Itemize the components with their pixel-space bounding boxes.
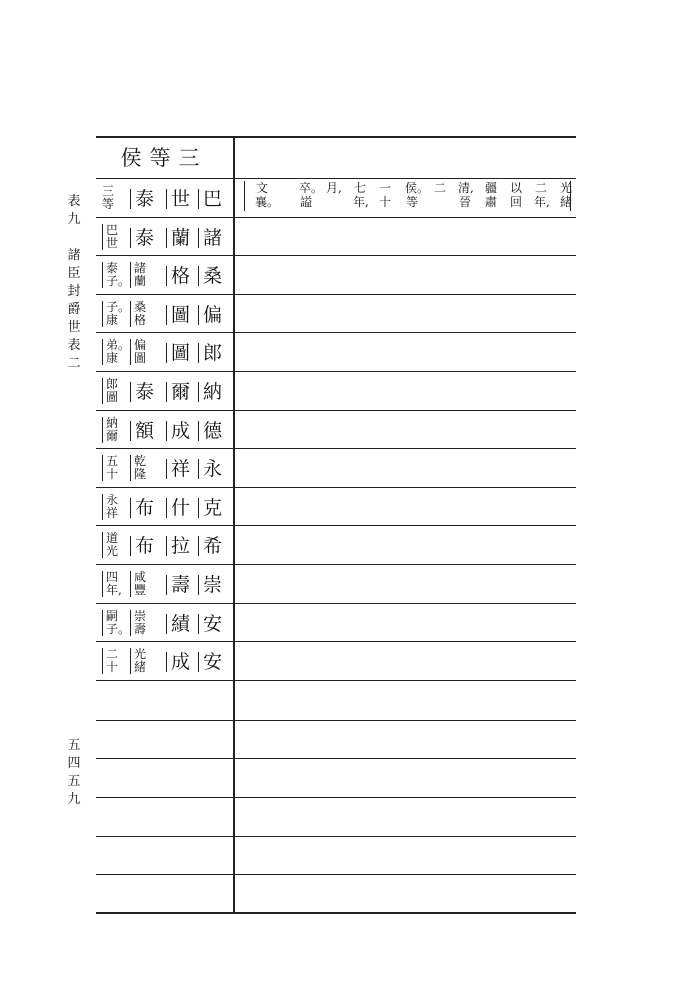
row-name-char: 爾 xyxy=(166,382,190,402)
blank-row-rule xyxy=(96,797,576,798)
side-title-char: 二 xyxy=(67,356,81,371)
row-reign-char: 壽 xyxy=(134,622,147,636)
row-reign-char: 咸 xyxy=(134,570,147,584)
note-column xyxy=(326,181,340,195)
row-name-char: 額 xyxy=(130,421,154,441)
row-rule xyxy=(96,217,576,218)
side-title-char: 封 xyxy=(67,284,81,299)
row-name-char: 希 xyxy=(198,536,222,556)
note-char: 晉 xyxy=(458,195,471,209)
row-reign-char: 格 xyxy=(134,313,147,327)
biography-note xyxy=(247,181,577,215)
row-reign-char: 諸 xyxy=(134,261,147,275)
note-char: 清, xyxy=(458,181,474,195)
table-row xyxy=(96,606,232,645)
row-name-char: 安 xyxy=(198,652,222,672)
row-note-char: 子。 xyxy=(106,300,131,314)
row-name-char: 泰 xyxy=(130,189,154,209)
note-column xyxy=(534,181,548,209)
side-title-char: 表 xyxy=(67,338,81,353)
row-note xyxy=(102,185,130,211)
row-rule xyxy=(96,641,576,642)
row-rule xyxy=(96,410,576,411)
side-title-char: 表 xyxy=(67,194,81,209)
row-name-char: 安 xyxy=(198,614,222,634)
row-reign-char: 光 xyxy=(134,647,147,661)
note-char: 年, xyxy=(534,195,550,209)
side-title-char: 九 xyxy=(67,212,81,227)
row-name-char: 布 xyxy=(130,536,154,556)
row-name-char: 崇 xyxy=(198,575,222,595)
row-rule xyxy=(96,255,576,256)
row-rule xyxy=(96,564,576,565)
note-char: 年, xyxy=(353,195,369,209)
table-row xyxy=(96,220,232,259)
row-reign-char: 偏 xyxy=(134,338,147,352)
row-note-char: 爾 xyxy=(106,429,119,443)
row-note-char: 十 xyxy=(106,467,119,481)
note-column xyxy=(484,181,498,209)
note-column xyxy=(378,181,392,209)
blank-row-rule xyxy=(96,720,576,721)
row-name-char: 圖 xyxy=(166,343,190,363)
row-name-char: 偏 xyxy=(198,305,222,325)
row-name-char: 壽 xyxy=(166,575,190,595)
row-name-char: 納 xyxy=(198,382,222,402)
note-column xyxy=(353,181,367,209)
row-name-char: 布 xyxy=(130,498,154,518)
row-note-char: 嗣 xyxy=(106,609,119,623)
note-column xyxy=(299,181,324,209)
table-row xyxy=(96,644,232,683)
row-note-char: 巴 xyxy=(106,223,119,237)
row-reign xyxy=(130,648,162,674)
row-reign-char: 圖 xyxy=(134,351,147,365)
row-note-char: 十 xyxy=(106,660,119,674)
note-char: 卒。 xyxy=(299,181,324,195)
row-rule xyxy=(96,448,576,449)
row-rule xyxy=(96,294,576,295)
row-rule xyxy=(96,525,576,526)
row-name-char: 郎 xyxy=(198,343,222,363)
page-number-char: 四 xyxy=(67,756,81,771)
side-title-char: 爵 xyxy=(67,302,81,317)
row-reign-char: 豐 xyxy=(134,583,147,597)
table-divider xyxy=(233,136,235,912)
row-note-char: 圖 xyxy=(106,390,119,404)
blank-row-rule xyxy=(96,836,576,837)
row-note-char: 五 xyxy=(106,454,119,468)
header-rule xyxy=(96,178,576,179)
row-note-char: 道 xyxy=(106,531,119,545)
table-row xyxy=(96,258,232,297)
note-char: 十 xyxy=(378,195,391,209)
note-column xyxy=(255,181,280,209)
note-column xyxy=(433,181,447,195)
row-rule xyxy=(96,680,576,681)
note-column xyxy=(405,181,430,209)
note-char: 疆 xyxy=(484,181,497,195)
table-row xyxy=(96,528,232,567)
note-char: 侯。 xyxy=(405,181,430,195)
row-note-char: 二 xyxy=(106,647,119,661)
note-char: 月, xyxy=(326,181,342,195)
page-number xyxy=(66,737,82,809)
table-row xyxy=(96,413,232,452)
row-reign xyxy=(130,262,162,288)
row-name-char: 格 xyxy=(166,266,190,286)
row-note-char: 納 xyxy=(106,416,119,430)
note-char: 文 xyxy=(255,181,268,195)
row-rule xyxy=(96,487,576,488)
row-reign-char: 隆 xyxy=(134,467,147,481)
row-name-char: 拉 xyxy=(166,536,190,556)
row-name-char: 巴 xyxy=(198,189,222,209)
row-note-char: 子。 xyxy=(106,274,131,288)
table-row xyxy=(96,567,232,606)
row-name-char: 泰 xyxy=(130,228,154,248)
note-char: 謚 xyxy=(299,195,312,209)
row-note-char: 光 xyxy=(106,544,119,558)
row-note-char: 弟。 xyxy=(106,338,131,352)
note-char: 等 xyxy=(405,195,418,209)
row-name-char: 圖 xyxy=(166,305,190,325)
row-name-char: 祥 xyxy=(166,459,190,479)
table-row xyxy=(96,335,232,374)
row-note-char: 永 xyxy=(106,493,119,507)
blank-row-rule xyxy=(96,758,576,759)
row-note-char: 四 xyxy=(106,570,119,584)
row-name-char: 諸 xyxy=(198,228,222,248)
row-name-char: 績 xyxy=(166,614,190,634)
row-name-char: 桑 xyxy=(198,266,222,286)
note-char: 二 xyxy=(433,181,446,195)
note-char: 二 xyxy=(534,181,547,195)
row-name-char: 蘭 xyxy=(166,228,190,248)
row-rule xyxy=(96,332,576,333)
row-reign-char: 崇 xyxy=(134,609,147,623)
table-bottom-rule xyxy=(96,912,576,914)
row-note-char: 等 xyxy=(102,197,115,211)
row-reign xyxy=(130,610,162,636)
side-title-char: 諸 xyxy=(67,248,81,263)
table-header: 侯等三 xyxy=(120,146,208,170)
row-note-char: 郎 xyxy=(106,377,119,391)
row-note-char: 康 xyxy=(106,313,119,327)
page-number-char: 五 xyxy=(67,774,81,789)
row-reign-char: 桑 xyxy=(134,300,147,314)
row-reign-char: 乾 xyxy=(134,454,147,468)
table-row xyxy=(96,297,232,336)
note-column xyxy=(509,181,523,209)
row-name-char: 什 xyxy=(166,498,190,518)
row-note-char: 三 xyxy=(102,184,115,198)
row-reign xyxy=(130,301,162,327)
row-rule xyxy=(96,603,576,604)
blank-row-rule xyxy=(96,874,576,875)
note-char: 襄。 xyxy=(255,195,280,209)
note-char: 緒 xyxy=(559,195,572,209)
page-number-char: 九 xyxy=(67,792,81,807)
note-char: 以 xyxy=(509,181,522,195)
side-title xyxy=(66,193,82,373)
row-note-char: 子。 xyxy=(106,622,131,636)
row-name-char: 德 xyxy=(198,421,222,441)
note-left-bar xyxy=(244,181,245,211)
row-reign xyxy=(130,571,162,597)
page-number-char: 五 xyxy=(67,738,81,753)
note-right-bar xyxy=(570,181,571,211)
row-note-char: 泰 xyxy=(106,261,119,275)
note-column xyxy=(458,181,472,209)
row-name-char: 永 xyxy=(198,459,222,479)
row-note-char: 祥 xyxy=(106,506,119,520)
note-char: 一 xyxy=(378,181,391,195)
note-char: 回 xyxy=(509,195,522,209)
side-title-char: 世 xyxy=(67,320,81,335)
row-name-char: 世 xyxy=(166,189,190,209)
row-reign xyxy=(130,455,162,481)
note-char: 肅 xyxy=(484,195,497,209)
row-reign-char: 蘭 xyxy=(134,274,147,288)
note-char: 七 xyxy=(353,181,366,195)
row-name-char: 泰 xyxy=(130,382,154,402)
note-char: 光 xyxy=(559,181,572,195)
row-rule xyxy=(96,371,576,372)
table-row xyxy=(96,451,232,490)
side-title-char: 臣 xyxy=(67,266,81,281)
row-name-char: 克 xyxy=(198,498,222,518)
table-row xyxy=(96,181,232,220)
row-note-char: 年, xyxy=(106,583,122,597)
row-name-char: 成 xyxy=(166,421,190,441)
row-reign-char: 緒 xyxy=(134,660,147,674)
table-row xyxy=(96,490,232,529)
row-note-char: 康 xyxy=(106,351,119,365)
table-row xyxy=(96,374,232,413)
row-reign xyxy=(130,339,162,365)
row-note-char: 世 xyxy=(106,236,119,250)
row-name-char: 成 xyxy=(166,652,190,672)
